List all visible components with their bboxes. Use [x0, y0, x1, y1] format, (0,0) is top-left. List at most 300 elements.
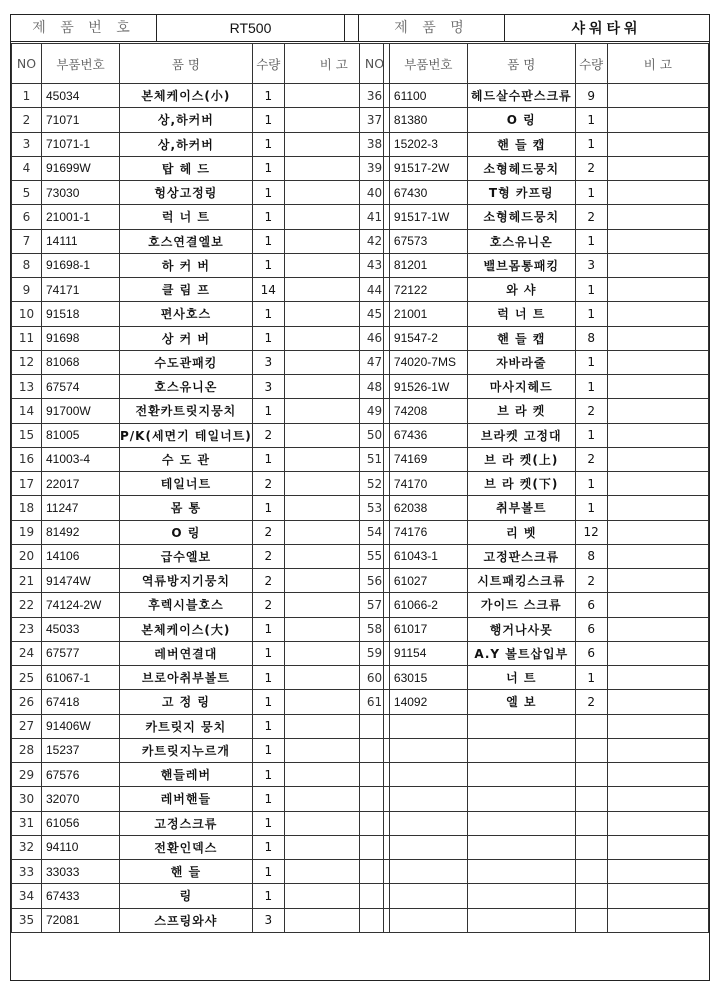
table-row: [360, 447, 709, 471]
row-no: [360, 860, 390, 884]
quantity: 1: [252, 884, 284, 908]
part-name: T형 카프링: [467, 181, 575, 205]
quantity: 12: [575, 520, 607, 544]
part-number: 67577: [42, 641, 120, 665]
remarks-cell: [607, 666, 708, 690]
row-no: 45: [360, 302, 390, 326]
table-row: [360, 205, 709, 229]
table-row: [12, 593, 384, 617]
part-name: 수도관패킹: [120, 350, 253, 374]
row-no: 26: [12, 690, 42, 714]
part-number: 74170: [389, 472, 467, 496]
part-name: 고 정 링: [120, 690, 253, 714]
part-name: [467, 763, 575, 787]
part-number: 61100: [389, 84, 467, 108]
part-number: 21001-1: [42, 205, 120, 229]
parts-table-left: [11, 43, 384, 933]
part-name: 역류방지기뭉치: [120, 569, 253, 593]
part-number: 91698: [42, 326, 120, 350]
row-no: [360, 763, 390, 787]
quantity: 3: [252, 350, 284, 374]
part-number: 91700W: [42, 399, 120, 423]
quantity: 6: [575, 641, 607, 665]
row-no: 21: [12, 569, 42, 593]
quantity: 1: [575, 496, 607, 520]
row-no: [360, 811, 390, 835]
part-name: 상,하커버: [120, 132, 253, 156]
remarks-cell: [607, 253, 708, 277]
quantity: 1: [252, 835, 284, 859]
part-name: O 링: [467, 108, 575, 132]
remarks-cell: [607, 811, 708, 835]
part-number: 91406W: [42, 714, 120, 738]
part-name: 럭 너 트: [467, 302, 575, 326]
part-name: 브로아취부볼트: [120, 666, 253, 690]
part-name: 후렉시블호스: [120, 593, 253, 617]
part-name: 링: [120, 884, 253, 908]
quantity: [575, 787, 607, 811]
remarks-cell: [607, 763, 708, 787]
part-number: 81005: [42, 423, 120, 447]
empty-row: [360, 860, 709, 884]
row-no: 41: [360, 205, 390, 229]
row-no: 28: [12, 738, 42, 762]
part-number: 61043-1: [389, 544, 467, 568]
part-number: 61017: [389, 617, 467, 641]
remarks-cell: [607, 156, 708, 180]
row-no: [360, 738, 390, 762]
part-name: 밸브몸통패킹: [467, 253, 575, 277]
row-no: 8: [12, 253, 42, 277]
row-no: 5: [12, 181, 42, 205]
part-number: 74020-7MS: [389, 350, 467, 374]
part-number: 21001: [389, 302, 467, 326]
part-number: 61056: [42, 811, 120, 835]
empty-row: [360, 908, 709, 932]
quantity: 1: [252, 641, 284, 665]
part-number: 45033: [42, 617, 120, 641]
row-no: 35: [12, 908, 42, 932]
part-name: 헤드살수판스크류: [467, 84, 575, 108]
quantity: 1: [252, 229, 284, 253]
quantity: 1: [252, 714, 284, 738]
quantity: 2: [575, 447, 607, 471]
parts-list-sheet: [10, 14, 710, 981]
part-number: 67576: [42, 763, 120, 787]
table-row: [12, 520, 384, 544]
part-name: 상,하커버: [120, 108, 253, 132]
row-no: 10: [12, 302, 42, 326]
row-no: 60: [360, 666, 390, 690]
row-no: 9: [12, 278, 42, 302]
remarks-cell: [607, 350, 708, 374]
quantity: [575, 738, 607, 762]
part-number: 32070: [42, 787, 120, 811]
quantity: 1: [252, 302, 284, 326]
quantity: 6: [575, 593, 607, 617]
table-row: [12, 375, 384, 399]
part-name: [467, 738, 575, 762]
part-number: 81492: [42, 520, 120, 544]
part-name: 카트릿지 뭉치: [120, 714, 253, 738]
title-divider: [345, 15, 359, 41]
table-row: [360, 472, 709, 496]
table-row: [12, 253, 384, 277]
row-no: 55: [360, 544, 390, 568]
table-row: [12, 229, 384, 253]
quantity: 1: [575, 229, 607, 253]
table-row: [12, 156, 384, 180]
part-name: [467, 908, 575, 932]
part-name: 가이드 스크류: [467, 593, 575, 617]
quantity: 1: [252, 787, 284, 811]
table-row: [360, 181, 709, 205]
row-no: 7: [12, 229, 42, 253]
row-no: 13: [12, 375, 42, 399]
part-name: 시트패킹스크류: [467, 569, 575, 593]
quantity: 2: [252, 593, 284, 617]
part-number: 71071: [42, 108, 120, 132]
table-row: [12, 714, 384, 738]
row-no: 24: [12, 641, 42, 665]
row-no: 1: [12, 84, 42, 108]
part-number: 71071-1: [42, 132, 120, 156]
quantity: [575, 835, 607, 859]
part-name: 마사지헤드: [467, 375, 575, 399]
part-name: [467, 835, 575, 859]
part-number: 15202-3: [389, 132, 467, 156]
table-row: [360, 132, 709, 156]
table-row: [12, 472, 384, 496]
quantity: 1: [252, 666, 284, 690]
row-no: 59: [360, 641, 390, 665]
quantity: 9: [575, 84, 607, 108]
remarks-cell: [607, 496, 708, 520]
row-no: 52: [360, 472, 390, 496]
part-name: 탑 헤 드: [120, 156, 253, 180]
part-name: 소형헤드뭉치: [467, 205, 575, 229]
part-number: 91518: [42, 302, 120, 326]
remarks-cell: [607, 229, 708, 253]
row-no: 57: [360, 593, 390, 617]
col-header-no: NO: [12, 44, 42, 84]
remarks-cell: [607, 375, 708, 399]
part-name: 클 림 프: [120, 278, 253, 302]
quantity: 1: [252, 860, 284, 884]
row-no: 33: [12, 860, 42, 884]
part-number: 74176: [389, 520, 467, 544]
table-row: [12, 641, 384, 665]
part-name: 브 라 켓: [467, 399, 575, 423]
quantity: [575, 811, 607, 835]
remarks-cell: [607, 326, 708, 350]
row-no: 58: [360, 617, 390, 641]
quantity: 1: [252, 181, 284, 205]
quantity: 2: [575, 569, 607, 593]
table-row: [360, 423, 709, 447]
part-number: 15237: [42, 738, 120, 762]
quantity: 8: [575, 544, 607, 568]
row-no: 47: [360, 350, 390, 374]
quantity: 3: [252, 375, 284, 399]
row-no: 54: [360, 520, 390, 544]
row-no: 30: [12, 787, 42, 811]
table-row: [360, 278, 709, 302]
empty-row: [360, 835, 709, 859]
part-number: 74171: [42, 278, 120, 302]
quantity: 1: [252, 738, 284, 762]
quantity: 1: [252, 326, 284, 350]
row-no: 34: [12, 884, 42, 908]
part-number: [389, 763, 467, 787]
empty-row: [360, 763, 709, 787]
quantity: 3: [252, 908, 284, 932]
quantity: 8: [575, 326, 607, 350]
remarks-cell: [607, 787, 708, 811]
remarks-cell: [607, 617, 708, 641]
part-name: 소형헤드뭉치: [467, 156, 575, 180]
part-number: 91154: [389, 641, 467, 665]
quantity: 1: [575, 375, 607, 399]
row-no: 17: [12, 472, 42, 496]
part-name: 급수엘보: [120, 544, 253, 568]
part-number: [389, 884, 467, 908]
remarks-cell: [607, 447, 708, 471]
col-header-remarks: 비 고: [607, 44, 708, 84]
part-number: 61067-1: [42, 666, 120, 690]
part-number: 22017: [42, 472, 120, 496]
quantity: 2: [575, 399, 607, 423]
table-row: [12, 423, 384, 447]
quantity: 2: [252, 423, 284, 447]
table-row: [12, 617, 384, 641]
part-number: 73030: [42, 181, 120, 205]
quantity: 2: [252, 520, 284, 544]
table-row: [360, 617, 709, 641]
remarks-cell: [607, 835, 708, 859]
part-number: 45034: [42, 84, 120, 108]
quantity: 1: [575, 472, 607, 496]
table-row: [12, 787, 384, 811]
row-no: 23: [12, 617, 42, 641]
table-row: [360, 569, 709, 593]
table-row: [12, 326, 384, 350]
table-row: [12, 399, 384, 423]
part-number: 61027: [389, 569, 467, 593]
part-number: 81068: [42, 350, 120, 374]
part-number: 74208: [389, 399, 467, 423]
table-row: [12, 690, 384, 714]
col-header-qty: 수량: [252, 44, 284, 84]
remarks-cell: [607, 302, 708, 326]
quantity: 1: [252, 447, 284, 471]
row-no: 46: [360, 326, 390, 350]
table-row: [12, 447, 384, 471]
quantity: 2: [575, 156, 607, 180]
part-number: 72081: [42, 908, 120, 932]
part-name: 핸 들 캡: [467, 132, 575, 156]
table-row: [360, 690, 709, 714]
table-row: [12, 84, 384, 108]
part-name: 리 벳: [467, 520, 575, 544]
row-no: 50: [360, 423, 390, 447]
part-number: 67573: [389, 229, 467, 253]
part-name: 헝상고정링: [120, 181, 253, 205]
quantity: 6: [575, 617, 607, 641]
remarks-cell: [607, 714, 708, 738]
row-no: 19: [12, 520, 42, 544]
table-row: [360, 375, 709, 399]
part-number: 91547-2: [389, 326, 467, 350]
quantity: 1: [252, 617, 284, 641]
quantity: 1: [252, 84, 284, 108]
product-name-value: 샤워타워: [571, 20, 642, 36]
part-number: 62038: [389, 496, 467, 520]
part-number: 72122: [389, 278, 467, 302]
part-number: 81201: [389, 253, 467, 277]
col-header-qty: 수량: [575, 44, 607, 84]
row-no: 38: [360, 132, 390, 156]
quantity: [575, 908, 607, 932]
row-no: 2: [12, 108, 42, 132]
part-name: 자바라줄: [467, 350, 575, 374]
table-row: [12, 811, 384, 835]
row-no: 16: [12, 447, 42, 471]
table-row: [12, 132, 384, 156]
col-header-remarks: 비 고: [284, 44, 383, 84]
remarks-cell: [607, 860, 708, 884]
part-number: [389, 811, 467, 835]
quantity: 1: [252, 496, 284, 520]
remarks-cell: [607, 641, 708, 665]
empty-row: [360, 714, 709, 738]
part-number: 81380: [389, 108, 467, 132]
quantity: 2: [575, 690, 607, 714]
quantity: 1: [252, 156, 284, 180]
quantity: [575, 763, 607, 787]
quantity: 1: [575, 423, 607, 447]
part-name: A.Y 볼트삽입부: [467, 641, 575, 665]
part-name: 취부볼트: [467, 496, 575, 520]
part-name: 고정판스크류: [467, 544, 575, 568]
part-name: 테일너트: [120, 472, 253, 496]
part-name: P/K(세면기 테일너트): [120, 423, 253, 447]
table-header-row: [360, 44, 709, 84]
row-no: 43: [360, 253, 390, 277]
col-header-name: 품 명: [120, 44, 253, 84]
row-no: 61: [360, 690, 390, 714]
quantity: 1: [575, 278, 607, 302]
remarks-cell: [607, 472, 708, 496]
part-number: [389, 835, 467, 859]
part-name: 핸 들 캡: [467, 326, 575, 350]
row-no: 36: [360, 84, 390, 108]
part-number: [389, 714, 467, 738]
table-row: [360, 350, 709, 374]
quantity: 1: [252, 811, 284, 835]
empty-row: [360, 738, 709, 762]
quantity: 1: [252, 763, 284, 787]
row-no: 4: [12, 156, 42, 180]
part-name: 스프링와샤: [120, 908, 253, 932]
remarks-cell: [607, 278, 708, 302]
remarks-cell: [607, 399, 708, 423]
quantity: 2: [252, 569, 284, 593]
table-row: [360, 302, 709, 326]
part-name: [467, 860, 575, 884]
quantity: 1: [575, 666, 607, 690]
remarks-cell: [607, 84, 708, 108]
part-number: [389, 860, 467, 884]
product-no-label: 제 품 번 호: [11, 15, 157, 41]
table-row: [360, 108, 709, 132]
row-no: 51: [360, 447, 390, 471]
row-no: 56: [360, 569, 390, 593]
table-row: [12, 181, 384, 205]
table-row: [360, 593, 709, 617]
quantity: 14: [252, 278, 284, 302]
part-number: [389, 787, 467, 811]
row-no: 39: [360, 156, 390, 180]
part-name: 고정스크류: [120, 811, 253, 835]
row-no: 32: [12, 835, 42, 859]
remarks-cell: [607, 423, 708, 447]
part-number: 67418: [42, 690, 120, 714]
part-name: 호스유니온: [120, 375, 253, 399]
quantity: 1: [252, 399, 284, 423]
table-row: [360, 399, 709, 423]
part-number: 91526-1W: [389, 375, 467, 399]
quantity: 2: [252, 544, 284, 568]
product-name-label: 제 품 명: [359, 15, 505, 41]
table-row: [360, 666, 709, 690]
table-row: [12, 763, 384, 787]
table-row: [12, 544, 384, 568]
table-row: [360, 229, 709, 253]
table-row: [12, 884, 384, 908]
remarks-cell: [607, 593, 708, 617]
quantity: [575, 860, 607, 884]
remarks-cell: [607, 132, 708, 156]
part-number: 74169: [389, 447, 467, 471]
part-number: 63015: [389, 666, 467, 690]
remarks-cell: [607, 738, 708, 762]
quantity: 1: [575, 181, 607, 205]
quantity: 1: [575, 108, 607, 132]
row-no: [360, 787, 390, 811]
row-no: 31: [12, 811, 42, 835]
part-name: 핸들레버: [120, 763, 253, 787]
table-row: [12, 496, 384, 520]
part-name: [467, 787, 575, 811]
remarks-cell: [607, 181, 708, 205]
quantity: 3: [575, 253, 607, 277]
remarks-cell: [607, 569, 708, 593]
part-name: [467, 714, 575, 738]
quantity: 2: [252, 472, 284, 496]
part-number: 91517-2W: [389, 156, 467, 180]
parts-table-right: [359, 43, 709, 933]
quantity: 1: [575, 132, 607, 156]
remarks-cell: [607, 520, 708, 544]
col-header-name: 품 명: [467, 44, 575, 84]
part-name: 럭 너 트: [120, 205, 253, 229]
col-header-part-no: 부품번호: [389, 44, 467, 84]
part-name: 본체케이스(大): [120, 617, 253, 641]
row-no: 53: [360, 496, 390, 520]
row-no: 29: [12, 763, 42, 787]
row-no: 42: [360, 229, 390, 253]
